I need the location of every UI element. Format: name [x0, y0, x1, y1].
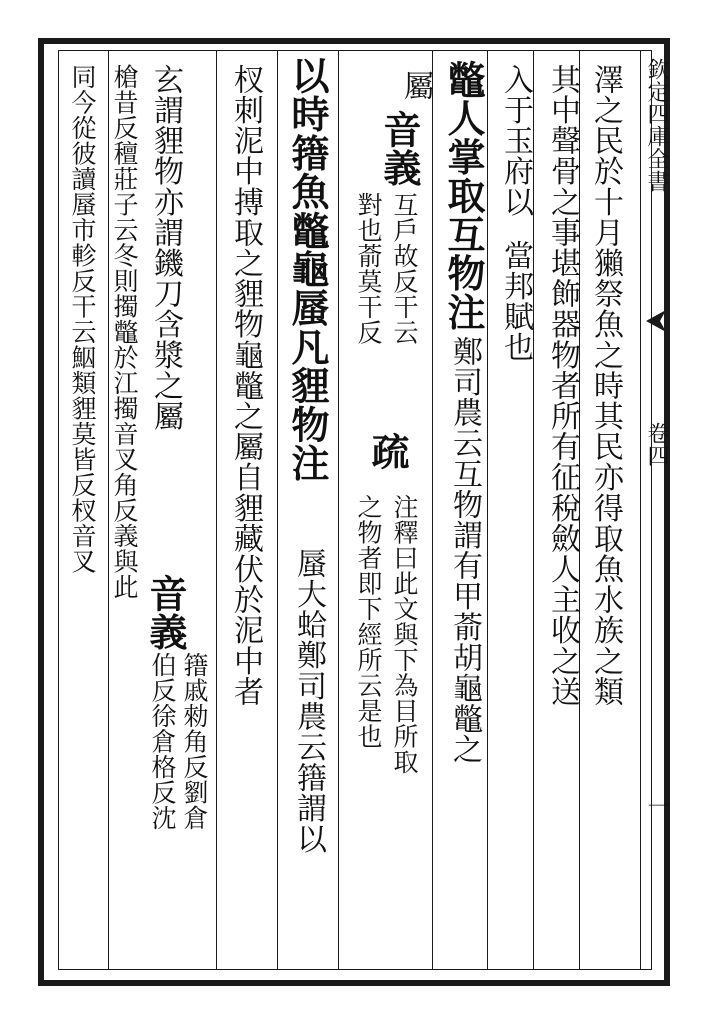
small-commentary: 伯反徐倉格反沈	[148, 652, 177, 831]
column-rule	[487, 50, 488, 970]
column-rule	[432, 50, 433, 970]
commentary: 鄭司農云互物謂有甲萮胡龜鼈之	[447, 336, 482, 765]
small-commentary: 簎戚勑角反劉倉	[180, 652, 209, 831]
page-number: 一	[644, 795, 669, 818]
commentary: 槍昔反䆄莊子云冬則擉鼈於江擉音叉角反義與此	[110, 64, 139, 600]
section-label-shu: 疏	[365, 432, 410, 471]
main-text: 鼈人掌取互物注	[441, 60, 486, 332]
small-commentary: 注釋曰此文與下為目所取	[390, 494, 419, 775]
column-rule	[533, 50, 534, 970]
volume-label: 卷四	[644, 422, 669, 467]
commentary: 杈刺泥中搏取之貍物龜鼈之屬自貍藏伏於泥中者	[228, 64, 263, 707]
section-label-yinyi: 音義	[377, 110, 422, 188]
commentary: 玄謂貍物亦謂鐖刀含漿之屬	[148, 64, 183, 432]
text-column: 澤之民於十月獺祭魚之時其民亦得取魚水族之類	[588, 64, 623, 707]
column-rule	[338, 50, 339, 970]
small-commentary: 互戶故反干云	[390, 192, 419, 345]
commentary: 屬	[398, 70, 433, 101]
text-column: 入于玉府以	[498, 64, 533, 217]
column-rule	[216, 50, 217, 970]
commentary: 同今從彼讀蜃市軫反干云鮂類貍莫皆反杈音叉	[68, 64, 97, 574]
main-text: 以時簎魚鼈龜蜃凡貍物注	[285, 56, 330, 483]
column-rule	[277, 50, 278, 970]
commentary: 蜃大蛤鄭司農云簎謂以	[291, 548, 326, 854]
text-column: 當邦賦也	[498, 240, 533, 363]
book-title: 欽定四庫全書	[644, 58, 669, 193]
text-column: 其中聲骨之事堪飾器物者所有征稅斂人主收之送	[545, 64, 580, 707]
small-commentary: 對也萮莫干反	[354, 192, 383, 345]
column-rule	[108, 50, 109, 970]
section-label-yinyi: 音義	[143, 574, 188, 652]
small-commentary: 之物者即下經所云是也	[354, 494, 383, 749]
